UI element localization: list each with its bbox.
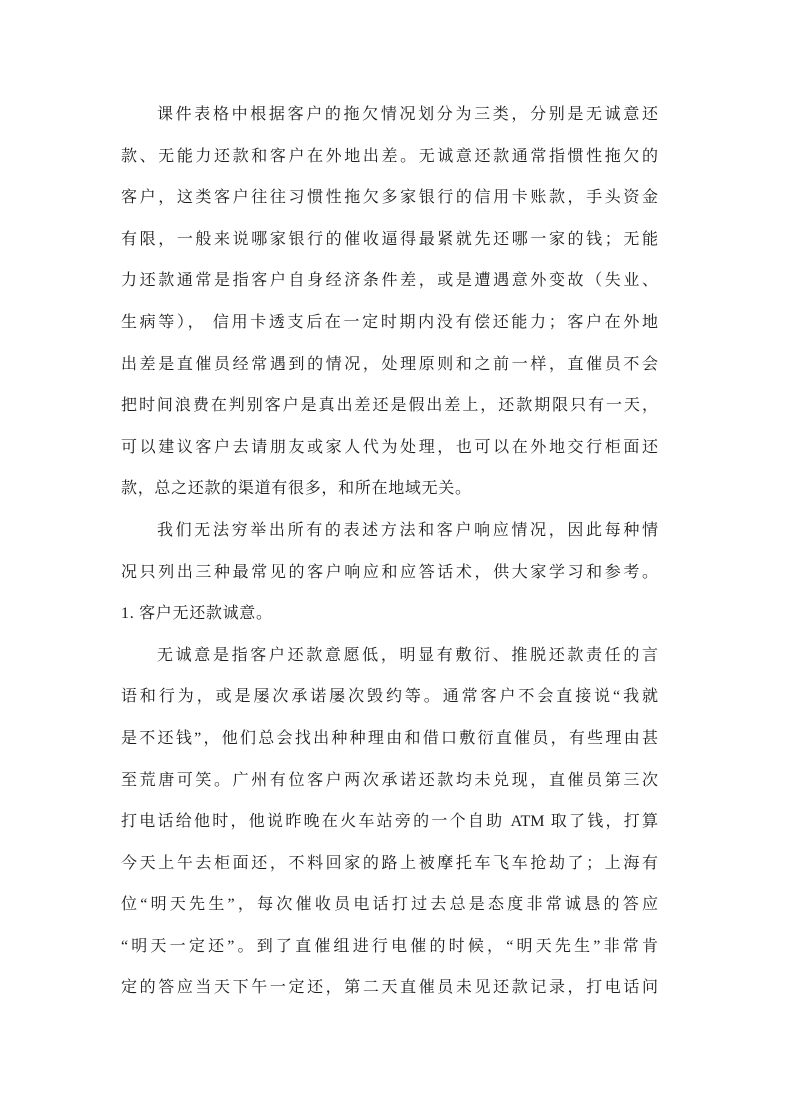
paragraph-customer-categories <box>121 94 658 510</box>
text-line: 是不还钱”，他们总会找出种种理由和借口敷衍直催员，有些理由甚 <box>121 729 658 747</box>
text-line: 位“明天先生”，每次催收员电话打过去总是态度非常诚恳的答应 <box>121 896 658 914</box>
text-line: 课件表格中根据客户的拖欠情况划分为三类，分别是无诚意还 <box>157 106 658 123</box>
paragraph-response-scripts-intro <box>121 510 658 593</box>
text-line: 至荒唐可笑。广州有位客户两次承诺还款均未兑现，直催员第三次 <box>121 771 658 789</box>
text-line: 可以建议客户去请朋友或家人代为处理，也可以在外地交行柜面还 <box>121 438 658 456</box>
text-line: 今天上午去柜面还，不料回家的路上被摩托车飞车抢劫了；上海有 <box>121 854 658 872</box>
section-heading: 1. 客户无还款诚意。 <box>121 605 273 623</box>
text-line: 把时间浪费在判别客户是真出差还是假出差上，还款期限只有一天， <box>121 397 658 415</box>
text-line: “明天一定还”。到了直催组进行电催的时候，“明天先生”非常肯 <box>121 937 658 955</box>
text-line: 语和行为，或是屡次承诺屡次毁约等。通常客户不会直接说“我就 <box>121 688 658 706</box>
text-line: 生病等）， 信用卡透支后在一定时期内没有偿还能力；客户在外地 <box>121 313 658 331</box>
text-line: 客户，这类客户往往习惯性拖欠多家银行的信用卡账款，手头资金 <box>121 189 658 207</box>
text-line: 款，总之还款的渠道有很多，和所在地域无关。 <box>121 480 472 498</box>
document-body <box>121 94 658 1009</box>
text-line: 我们无法穷举出所有的表述方法和客户响应情况，因此每种情 <box>157 521 658 539</box>
text-line: 款、无能力还款和客户在外地出差。无诚意还款通常指惯性拖欠的 <box>121 147 658 165</box>
text-line: 出差是直催员经常遇到的情况，处理原则和之前一样，直催员不会 <box>121 355 658 373</box>
paragraph-no-repayment-intent <box>121 635 658 1009</box>
text-line: 力还款通常是指客户自身经济条件差，或是遭遇意外变故（失业、 <box>121 272 658 290</box>
text-line: 无诚意是指客户还款意愿低，明显有敷衍、推脱还款责任的言 <box>157 646 658 664</box>
text-line: 定的答应当天下午一定还，第二天直催员未见还款记录，打电话问 <box>121 979 658 997</box>
text-line: 有限，一般来说哪家银行的催收逼得最紧就先还哪一家的钱；无能 <box>121 230 658 248</box>
text-line: 况只列出三种最常见的客户响应和应答话术，供大家学习和参考。 <box>121 563 658 581</box>
text-line: 打电话给他时，他说昨晚在火车站旁的一个自助 ATM 取了钱，打算 <box>121 813 658 831</box>
